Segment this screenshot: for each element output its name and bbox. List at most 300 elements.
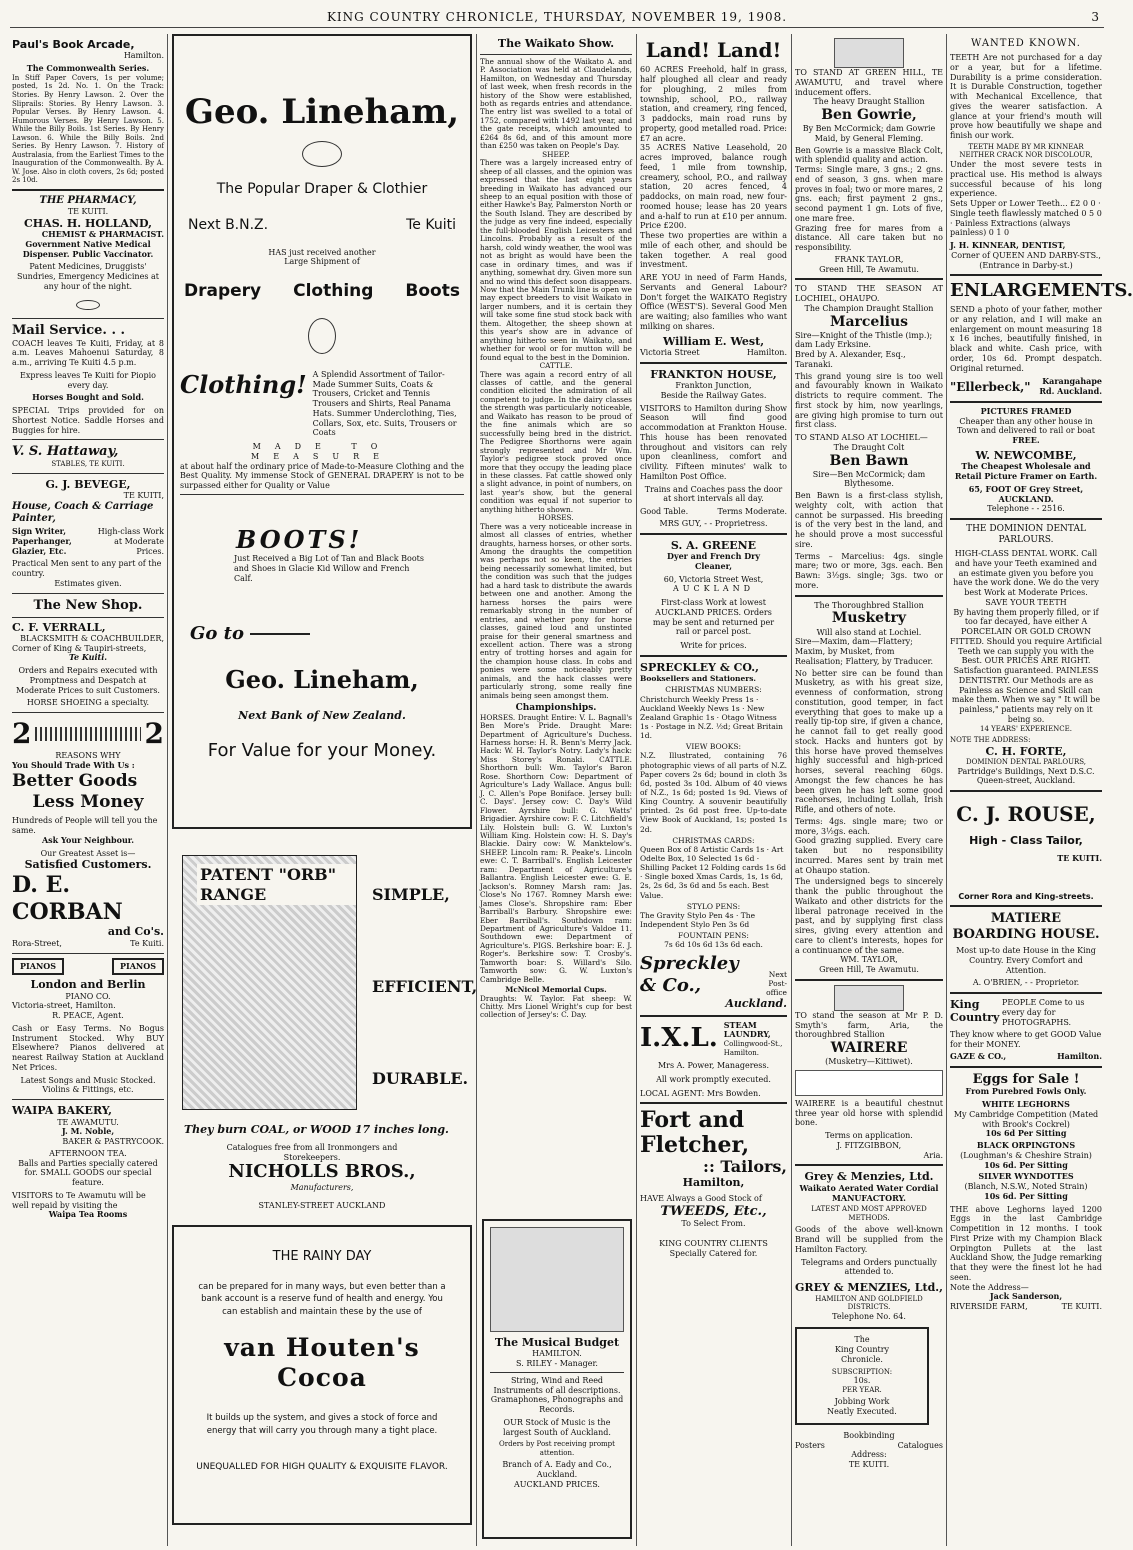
pianos-songs: Latest Songs and Music Stocked. Violins & Fittings, etc.	[20, 1075, 156, 1095]
musketry-terms: Terms: 4gs. single mare; two or more, 3½gs. each.	[795, 816, 943, 836]
dental-ad	[950, 524, 1102, 786]
kc-name2: Chronicle.	[841, 1354, 883, 1364]
pharmacy-line: Government Native Medical Dispenser. Public Vaccinator.	[22, 238, 154, 259]
lineham-w3: Boots	[405, 281, 460, 302]
dental-save: SAVE YOUR TEETH	[985, 597, 1067, 607]
corban-street: Rora-Street,	[12, 938, 62, 948]
corban-you: You Should Trade With Us :	[12, 760, 135, 771]
frankton-ad	[640, 368, 787, 529]
greene-write: Write for prices.	[680, 641, 747, 651]
land-addr: Victoria Street	[640, 348, 700, 358]
corban-town: Te Kuiti.	[130, 938, 164, 948]
ixl-mgr: Mrs A. Power, Manageress.	[657, 1061, 770, 1071]
corban-hundreds: Hundreds of People will tell you the same.	[12, 816, 158, 836]
lineham-made-body: at about half the ordinary price of Made-to-Measure Clothing and the Best Quality. My immense Stock of GENERAL DRAPERY is not to be surpassed either for Quality or Value	[180, 461, 464, 491]
pictures-body: Cheaper than any other house in Town and delivered to rail or boat	[956, 416, 1096, 436]
corban-reasons: REASONS WHY	[55, 751, 121, 761]
wairere-intro: TO stand the season at Mr P. D. Smyth's farm, Aria, the thoroughbred Stallion	[795, 1010, 943, 1040]
greene-town: AUCKLAND	[672, 584, 755, 594]
column-6	[950, 34, 1133, 1546]
kc-the: The	[854, 1335, 870, 1345]
orb-ad	[172, 845, 478, 1197]
rouse-name: C. J. ROUSE,	[956, 802, 1096, 827]
land-town: Hamilton.	[746, 348, 787, 358]
column-3	[480, 34, 632, 1546]
ixl-ad	[640, 1021, 787, 1099]
pianos-agent: R. PEACE, Agent.	[52, 1011, 124, 1021]
frankton-prop: MRS GUY, - - Proprietress.	[659, 518, 768, 528]
grey-name2: GREY & MENZIES, Ltd.,	[795, 1281, 943, 1295]
kc-price: 10s.	[853, 1376, 871, 1386]
gowrie-name: Ben Gowrie,	[821, 107, 917, 123]
spreck-role: Booksellers and Stationers.	[640, 674, 757, 684]
gaze-name: GAZE & CO.,	[950, 1050, 1007, 1061]
eggs-b2: (Loughman's & Cheshire Strain)	[960, 1150, 1092, 1160]
teeth-body: TEETH Are not purchased for a day or a year, but for a lifetime. Durability is a prime consideration. It is Durable Construction, together with Mechanical Excellence, that gives the wearer satisfaction. A glance at your friend's mouth will prove how beautifully we shape and finish our work.	[950, 53, 1102, 141]
rouse-place: TE KUITI.	[1057, 852, 1102, 863]
lineham-made: MADE TO MEASURE	[251, 442, 393, 461]
column-4	[640, 34, 787, 1546]
land-p4: ARE YOU in need of Farm Hands, Servants and General Labour? Don't forget the WAIKATO Registry Office (WEST'S). Several Good Men are waiting; also families who want milking on shares.	[640, 273, 787, 331]
gowrie-addr: Green Hill, Te Awamutu.	[819, 264, 919, 274]
pictures-phone: Telephone - - 2516.	[987, 504, 1065, 514]
eggs-title: Eggs for Sale !	[972, 1071, 1080, 1087]
lineham-place: Te Kuiti	[406, 216, 456, 233]
horse-image	[834, 38, 904, 68]
pianos-co: PIANO CO.	[65, 991, 111, 1001]
orb-durable: DURABLE.	[372, 1069, 469, 1088]
lineham-value: For Value for your Money.	[207, 740, 437, 761]
spreck-stylo: STYLO PENS:	[686, 901, 741, 911]
enlarge-title: ENLARGEMENTS.	[950, 280, 1133, 302]
hattaway-sub: STABLES, TE KUITI.	[51, 460, 125, 469]
enlarge-addr: Karangahape Rd. Auckland.	[1039, 376, 1102, 397]
mail-ad	[12, 323, 164, 436]
land-p3: These two properties are within a mile of each other, and should be taken together. A real good investment.	[640, 231, 787, 270]
paul-place: Hamilton.	[123, 51, 164, 61]
grey-place: HAMILTON AND GOLDFIELD DISTRICTS.	[815, 1294, 923, 1312]
greene-ad	[640, 539, 787, 651]
eggs-w3: 10s 6d Per Sitting	[985, 1128, 1067, 1139]
big-number: 2	[144, 717, 164, 751]
ixl-role: STEAM LAUNDRY,	[723, 1019, 771, 1040]
pictures-name: W. NEWCOMBE,	[975, 448, 1077, 462]
eggs-farm: RIVERSIDE FARM,	[950, 1302, 1028, 1312]
pianos-tag: PIANOS	[12, 958, 64, 976]
pharmacy-role: CHEMIST & PHARMACIST.	[41, 229, 164, 240]
fort-body: HAVE Always a Good Stock of	[640, 1193, 762, 1203]
frankton-sub2: Beside the Railway Gates.	[660, 390, 767, 400]
gowrie-sire: By Ben McCormick; dam Gowrie Maid, by General Fleming.	[802, 124, 936, 143]
gaze-king: King Country	[950, 998, 1000, 1025]
bevege-note: Practical Men sent to any part of the country.	[12, 559, 162, 579]
teeth-addr: Corner of QUEEN AND DARBY-STS.,	[951, 250, 1101, 260]
wairere-terms: Terms on application.	[825, 1131, 913, 1141]
show-sheep: SHEEP.	[542, 149, 570, 159]
lineham-w1: Drapery	[184, 281, 262, 302]
spreckley-ad	[640, 661, 787, 1011]
mail-title: Mail Service. . .	[12, 322, 126, 338]
column-rule	[476, 34, 477, 1546]
waipa-role: BAKER & PASTRYCOOK.	[62, 1137, 164, 1147]
budget-mgr: S. RILEY - Manager.	[516, 1359, 598, 1369]
lineham-w2: Clothing	[293, 281, 374, 302]
land-name: William E. West,	[662, 334, 765, 348]
matiere-ad	[950, 911, 1102, 988]
musketry-grazing: Good grazing supplied. Every care taken but no responsibility incurred. Mares sent by train met at Ohaupo station.	[795, 836, 943, 875]
matiere-title: MATIERE	[990, 911, 1062, 927]
budget-body: String, Wind and Reed Instruments of all descriptions. Gramaphones, Phonographs and Records.	[490, 1375, 624, 1415]
grey-phone: Telephone No. 64.	[832, 1311, 906, 1321]
eggs-b3: 10s 6d. Per Sitting	[984, 1159, 1068, 1170]
musketry-body: No better sire can be found than Musketry, as with his great size, evenness of conformation, strong constitution, good temper, in fact everything that goes to make up a really tip-top sire, if given a chance, he cannot fail to get really good stock. Hacks and hunters got by this horse have proved themselves highly successful and high-priced horses, several reaching 60gs. Amongst the few chances he has been given he has left some good racehorses, including Lollah, Irish Rifle, and others of note.	[795, 668, 943, 815]
musketry-name: Musketry	[831, 610, 907, 627]
eggs-town: TE KUITI.	[1061, 1302, 1102, 1312]
verrall-body: Orders and Repairs executed with Promptness and Despatch at Moderate Prices to suit Customers.	[16, 666, 160, 695]
bevege-name: G. J. BEVEGE,	[45, 477, 131, 491]
marcelius-colt: The Draught Colt	[833, 442, 905, 452]
show-champ: Championships.	[515, 703, 597, 714]
column-rule	[946, 34, 947, 1546]
gowrie-owner: FRANK TAYLOR,	[834, 254, 904, 264]
gowrie-heavy: The heavy Draught Stallion	[813, 97, 925, 107]
pictures-addr: 65, FOOT OF Grey Street, AUCKLAND.	[968, 483, 1084, 504]
waipa-body: Balls and Parties specially catered for. SMALL GOODS our special feature.	[18, 1158, 158, 1188]
eggs-w: WHITE LEGHORNS	[982, 1099, 1070, 1110]
wairere-name: WAIRERE	[830, 1040, 908, 1057]
corban-co: and Co's.	[107, 925, 164, 939]
orb-role: Manufacturers,	[290, 1183, 354, 1192]
dental-body2: By having them properly filled, or if too far decayed, have either A PORCELAIN OR GOLD CROWN FITTED. Should you require Artificial Teeth we can supply you with the Best. OUR PRICES ARE RIGHT. Satisfaction guaranteed. PAINLESS DENTISTRY. Our Methods are as Painless as Science and Skill can make them. When we say " It will be painless," patients may rely on it being so.	[950, 607, 1103, 724]
marcelius-bred: Bred by A. Alexander, Esq., Taranaki.	[795, 350, 906, 369]
show-cup-body: Draughts: W. Taylor. Fat sheep: W. Chitty. Mrs Lionel Wright's cup for best collection of Jersey's: C. Day.	[480, 993, 632, 1020]
show-article	[480, 38, 632, 1020]
gaze-body: PEOPLE Come to us every day for PHOTOGRAPHS.	[1002, 998, 1085, 1027]
paul-title: Paul's Book Arcade,	[12, 38, 135, 51]
verrall-title: The New Shop.	[33, 597, 143, 613]
waipa-tea: AFTERNOON TEA.	[49, 1148, 127, 1158]
corban-name: D. E. CORBAN	[12, 871, 123, 925]
kc-per: PER YEAR.	[842, 1385, 882, 1394]
rouse-corner: Corner Rora and King-streets.	[958, 891, 1094, 901]
page-number: 3	[1091, 9, 1100, 24]
kc-sub: SUBSCRIPTION:	[831, 1367, 893, 1376]
waipa-name: J. M. Noble,	[61, 1126, 115, 1137]
pianos-name: London and Berlin	[30, 978, 146, 992]
frankton-terms: Terms Moderate.	[717, 507, 787, 517]
teeth-body2: Under the most severe tests in practical use. His method is always successful because of his long experience.	[950, 160, 1102, 199]
fort-clients: KING COUNTRY CLIENTS	[659, 1239, 768, 1249]
gowrie-intro: TO STAND AT GREEN HILL, TE AWAMUTU, and travel where inducement offers.	[795, 68, 943, 97]
verrall-name: C. F. VERRALL,	[12, 620, 106, 634]
wairere-place: Aria.	[923, 1150, 943, 1160]
column-2	[172, 34, 478, 1546]
frankton-trains: Trains and Coaches pass the door at short intervals all day.	[644, 484, 783, 504]
waipa-place: TE AWAMUTU.	[57, 1117, 119, 1127]
paul-body: In Stiff Paper Covers, 1s per volume; posted, 1s 2d. No. 1. On the Track: Stories. By Henry Lawson. 2. Over the Sliprails: Stories. By Henry Lawson. 3. Popular Verses. By Henry Lawson. 4. Humorous Verses. By Henry Lawson. 5. While the Billy Boils. 1st Series. By Henry Lawson. 6. While the Billy Boils. 2nd Series. By Henry Lawson. 7. History of Australasia, from the Earliest Times to the Inauguration of the Commonwealth. By A. W. Jose. Also in cloth covers, 2s 6d; posted 2s 10d.	[12, 73, 164, 185]
kc-posters: Posters	[795, 1440, 825, 1450]
marcelius-terms: Terms – Marcelius: 4gs. single mare; two or more, 3gs. each. Ben Bawn: 3½gs. single; 3gs. two or more.	[795, 551, 943, 590]
lineham-boots-body: Just Received a Big Lot of Tan and Black Boots and Shoes in Glacie Kid Willow and French Calf.	[234, 554, 424, 583]
musketry-thanks: The undersigned begs to sincerely thank the public throughout the Waikato and other districts for the liberal patronage received in the past, and by supplying first class sires, giving every attention and care to client's interests, hopes for a continuance of the same.	[795, 877, 943, 955]
big-number: 2	[12, 717, 32, 751]
orb-efficient: EFFICIENT,	[372, 977, 478, 996]
marcelius-name: Marcelius	[829, 313, 909, 330]
corban-satisfied: Satisfied Customers.	[24, 858, 152, 872]
wairere-sire: (Musketry—Kittiwet).	[825, 1057, 913, 1067]
kc-book: Bookbinding	[843, 1430, 895, 1440]
lineham-goto: Go to	[190, 623, 244, 645]
lineham-next: Next B.N.Z.	[188, 216, 269, 233]
mail-body: COACH leaves Te Kuiti, Friday, at 8 a.m. Leaves Mahoenui Saturday, 8 a.m., arriving Te Kuiti 4.5 p.m.	[12, 338, 164, 368]
musketry-role: The Thoroughbred Stallion	[814, 600, 924, 610]
show-p1: The annual show of the Waikato A. and P. Association was held at Claudelands, Hamilton, on Wednesday and Thursday of last week, when fresh records in the history of the Show were established, both as regards entries and attendance. The entry list was swelled to a total of 1752, compared with 1492 last year, and the gate receipts, which amounted to £264 8s 6d, and of this amount more than £250 was taken on People's Day.	[480, 56, 632, 151]
bevege-est: Estimates given.	[54, 578, 122, 588]
stove-image	[182, 855, 357, 1110]
lineham-name2: Geo. Lineham,	[225, 665, 419, 695]
lineham-name: Geo. Lineham,	[184, 92, 460, 132]
ornament-icon	[308, 318, 336, 354]
lineham-has: HAS just received another Large Shipment of	[268, 247, 376, 267]
grey-tele: Telegrams and Orders punctually attended to.	[801, 1257, 937, 1277]
matiere-owner: A. O'BRIEN, - - Proprietor.	[972, 978, 1080, 988]
ixl-agent: LOCAL AGENT: Mrs Bowden.	[640, 1088, 761, 1098]
musketry-sire: Sire—Maxim, dam—Flattery; Maxim, by Musket, from Realisation; Flattery, by Traducer.	[795, 637, 933, 666]
orb-simple: SIMPLE,	[372, 885, 450, 904]
dental-name: C. H. FORTE,	[985, 744, 1067, 758]
cocoa-footer: UNEQUALLED FOR HIGH QUALITY & EXQUISITE FLAVOR.	[196, 1462, 448, 1473]
spreck-script: Spreckley & Co.,	[640, 953, 739, 997]
kc-town: TE KUITI.	[848, 1460, 890, 1470]
paul-ad	[12, 38, 164, 185]
frankton-table: Good Table.	[640, 507, 689, 517]
pictures-free: FREE.	[1012, 435, 1040, 446]
ixl-name: I.X.L.	[640, 1023, 718, 1054]
ornament	[35, 727, 140, 741]
wairere-owner: J. FITZGIBBON,	[836, 1140, 902, 1150]
spreck-fountain: FOUNTAIN PENS:	[678, 931, 749, 941]
pharmacy-ad	[12, 195, 164, 310]
verrall-addr: Corner of King & Taupiri-streets,	[12, 643, 147, 653]
chronicle-ad	[795, 1327, 929, 1425]
benbawn-name: Ben Bawn	[829, 452, 909, 469]
pianos-tag: PIANOS	[112, 958, 164, 976]
pianos-body: Cash or Easy Terms. No Bogus Instrument Stocked. Why BUY Elsewhere? Pianos delivered at nearest Railway Station at Auckland Net Prices.	[12, 1023, 164, 1072]
marcelius-ad	[795, 284, 943, 590]
marcelius-body: This grand young sire is too well and favourably known in Waikato districts to require comment. The first stock by him, now yearlings, are giving high promise to turn out first class.	[795, 371, 943, 430]
verrall-ad	[12, 598, 164, 709]
orb-name: NICHOLLS BROS.,	[228, 1161, 416, 1182]
verrall-place: Te Kuiti.	[68, 652, 108, 663]
spreck-cards-body: Queen Box of 8 Artistic Cards 1s · Art Odelte Box, 10 Selected 1s 6d · Shilling Packet 12 Folding cards 1s 6d · Single boxed Xmas Cards, 1s, 1s 6d, 2s, 2s 6d, 3s 6d and 5s each. Best Value.	[640, 844, 787, 900]
corban-better: Better Goods	[12, 770, 138, 791]
musketry-ad	[795, 601, 943, 975]
greene-name: S. A. GREENE	[670, 538, 757, 552]
kc-cat: Catalogues	[897, 1440, 943, 1450]
lineham-cl-body: A Splendid Assortment of Tailor-Made Summer Suits, Coats & Trousers, Cricket and Tennis Trousers and Shirts, Real Panama Hats. Summer Underclothing, Ties, Collars, Sox, etc. Suits, Trousers or Coats	[312, 369, 457, 438]
gaze-they: They know where to get GOOD Value for their MONEY.	[950, 1030, 1102, 1050]
pharmacy-name: CHAS. H. HOLLAND,	[24, 216, 152, 230]
greene-addr: 60, Victoria Street West,	[663, 574, 764, 584]
bevege-place: TE KUITI,	[123, 491, 164, 501]
spreck-town: Auckland.	[725, 997, 787, 1011]
rouse-ad	[950, 802, 1102, 901]
greene-role: Dyer and French Dry Cleaner,	[667, 551, 760, 571]
gowrie-terms: Terms: Single mare, 3 gns.; 2 gns. end of season, 3 gns. when mare proves in foal; two or more mares, 2 gns. each; first payment 2 gns., second payment 1 gn. Lots of five, one mare free.	[795, 165, 943, 223]
dental-body: HIGH-CLASS DENTAL WORK. Call and have your Teeth examined and an estimate given you before you have the work done. We do the very best Work at Moderate Prices.	[953, 549, 1099, 598]
spreck-name: SPRECKLEY & CO.,	[640, 660, 759, 674]
spreck-fountain-body: 7s 6d 10s 6d 13s 6d each.	[664, 940, 763, 950]
show-cattle: CATTLE.	[539, 361, 573, 371]
teeth-ent: (Entrance in Darby-st.)	[979, 260, 1073, 270]
musketry-owner: WM. TAYLOR,	[840, 955, 898, 965]
lineham-next2: Next Bank of New Zealand.	[238, 708, 406, 722]
verrall-shoe: HORSE SHOEING a specialty.	[26, 698, 150, 708]
budget-branch: Branch of A. Eady and Co., Auckland.	[502, 1460, 612, 1480]
arrow-icon	[250, 633, 310, 635]
musketry-stand: Will also stand at Lochiel.	[816, 627, 922, 637]
teeth-made: TEETH MADE BY MR KINNEAR NEITHER CRACK NOR DISCOLOUR,	[959, 142, 1093, 160]
lineham-ad	[172, 34, 472, 829]
grey-ad	[795, 1170, 943, 1321]
fort-ad	[640, 1108, 787, 1258]
lineham-clothing: Clothing!	[180, 369, 307, 399]
dental-addr: Partridge's Buildings, Next D.S.C. Queen-street, Auckland.	[957, 766, 1095, 786]
gowrie-body: Ben Gowrie is a massive Black Colt, with splendid quality and action.	[795, 145, 943, 165]
eggs-note: Note the Address—	[950, 1282, 1029, 1292]
wairere-ad	[795, 985, 943, 1161]
matiere-body: Most up-to date House in the King Country. Every Comfort and Attention.	[956, 946, 1096, 975]
frankton-title: FRANKTON HOUSE,	[650, 367, 777, 381]
marcelius-sire: Sire—Knight of the Thistle (imp.); dam Lady Erksine.	[795, 330, 933, 350]
cocoa-brand: van Houten's Cocoa	[224, 1332, 420, 1393]
pictures-ad	[950, 407, 1102, 514]
bevege-list2: High-class Work at Moderate Prices.	[97, 527, 164, 556]
enlarge-ad	[950, 280, 1133, 397]
grey-body: Goods of the above well-known Brand will be supplied from the Hamilton Factory.	[795, 1225, 943, 1254]
budget-place: HAMILTON.	[532, 1349, 582, 1359]
orb-cat: Catalogues free from all Ironmongers and Storekeepers.	[226, 1143, 398, 1162]
corban-less: Less Money	[32, 791, 144, 812]
dental-firm: DOMINION DENTAL PARLOURS,	[965, 758, 1087, 767]
ixl-body: All work promptly executed.	[656, 1074, 771, 1084]
cocoa-body2: It builds up the system, and gives a stock of force and energy that will carry you through many a tight place.	[206, 1412, 438, 1436]
column-1	[12, 34, 164, 1546]
fort-name: Fort and Fletcher,	[640, 1107, 750, 1158]
budget-prices: AUCKLAND PRICES.	[514, 1479, 600, 1489]
corban-asset: Our Greatest Asset is—	[40, 848, 136, 858]
show-cup: McNicol Memorial Cups.	[505, 985, 607, 995]
eggs-name: Jack Sanderson,	[989, 1291, 1063, 1302]
waipa-rooms: Waipa Tea Rooms	[48, 1209, 128, 1220]
fort-select: To Select From.	[681, 1219, 746, 1229]
show-champ-body: HORSES. Draught Entire: V. L. Bagnall's Ben More's Pride. Draught Mare: Department of Agriculture's Duchess. Harness horse: H. R. Benn's Merry Jack. Hack: W. H. Taylor's Notry. Lady's hack: Miss Storey's Ronaki. CATTLE. Shorthorn bull: Wm. Taylor's Baron Rose. Shorthorn Cow: Department of Agriculture's Lady Wallace. Angus bull: J. C. Allen's Pope Boniface. Jersey bull: C. Days'. Jersey cow: C. Day's Wild Flower. Ayrshire bull: G. Watts' Brigadier. Ayrshire cow: F. C. Litchfield's Lily. Holstein bull: G. W. Luxton's William King. Holstein cow: H. S. Day's Blackie. Dairy cow: W. Manktelow's. SHEEP. Lincoln ram: R. Peake's. Lincoln ewe: C. T. Barriball's. English Leicester ram: Department of Agriculture's Ballantra. English Leicester ewe: G. E. Jackson's. Romney Marsh ram: Jas. Close's No 1767. Romney Marsh ewe: James Close's. Shropshire ram: Eber Barriball's Barbury. Shropshire ewe: Eber Barriball's. Southdown ram: Department of Agriculture's Valdoe 11. Southdown ewe: Department of Agriculture's. PIGS. Berkshire boar: E. J. Roger's. Berkshire sow: T. Crosby's. Tamworth boar: S. Willard's Silo. Tamworth sow: G. W. Luxton's Cambridge Belle.	[480, 712, 632, 984]
spreck-views-body: N.Z. Illustrated, containing 76 photographic views of all parts of N.Z. Paper covers 2s 6d; bound in cloth 3s 6d, posted 3s 10d. Album of 40 views of N.Z., 1s 6d; posted 1s 9d. Views of King Country. A souvenir beautifully printed. 2s 6d post free. Up-to-date View Book of Auckland, 1s; posted 1s 2d.	[640, 751, 787, 834]
eggs-s: SILVER WYNDOTTES	[978, 1171, 1074, 1182]
musketry-addr: Green Hill, Te Awamutu.	[819, 965, 919, 975]
bevege-list: Sign Writer, Paperhanger, Glazier, Etc.	[12, 526, 72, 556]
paul-series: The Commonwealth Series.	[26, 63, 150, 74]
kc-neat: Neatly Executed.	[827, 1407, 897, 1417]
eggs-b: BLACK ORPINGTONS	[976, 1140, 1076, 1151]
cocoa-ad	[172, 1225, 472, 1525]
mail-express: Express leaves Te Kuiti for Piopio every day.	[20, 370, 156, 390]
matiere-sub: BOARDING HOUSE.	[952, 927, 1100, 943]
column-rule	[791, 34, 792, 1546]
horse-image	[834, 985, 904, 1011]
kc-addr: Address:	[851, 1450, 887, 1460]
grey-methods: LATEST AND MOST APPROVED METHODS.	[811, 1205, 927, 1222]
show-p2: There was a largely increased entry of sheep of all classes, and the opinion was expressed that the last eight years breeding in Waikato has advanced our sheep to an equal position with those of either Hawke's Bay, Palmerston North or the South Island. They are described by the judge as very fine indeed, especially the full-blooded English Leicesters and Lincolns. Probably as a result of the harsh, cold windy weather, the wool was not as bright as would have been the case in ordinary times, and was if anything, somewhat dry. Given more sun and no wind this defect soon disappears. Now that the Main Trunk line is open we may expect breeders to visit Waikato in larger numbers, and it is certain they will take some fine stud stock back with them. Altogether, the sheep shown at this year's show are in advance of anything hitherto seen in Waikato, and whether for wool or for mutton will be found equal to the best in the Dominion.	[480, 158, 632, 362]
eggs-body: THE above Leghorns layed 1200 Eggs in the last Cambridge Competition in 12 months. I took First Prize with my Champion Black Orpington Pullets at the last Auckland Show, the Judge remarking that they were the finest lot he had seen.	[950, 1204, 1102, 1282]
teeth-sets: Sets Upper or Lower Teeth... £2 0 0 · Single teeth flawlessly matched 0 5 0 · Painless Extractions (always painless) 0 1 0	[950, 199, 1102, 238]
rouse-role: High - Class Tailor,	[969, 834, 1083, 848]
mail-horses: Horses Bought and Sold.	[32, 392, 144, 403]
spreck-xmas: CHRISTMAS NUMBERS:	[665, 685, 762, 695]
column-rule	[636, 34, 637, 1546]
teeth-name: J. H. KINNEAR, DENTIST,	[950, 240, 1066, 250]
instruments-image	[490, 1227, 624, 1332]
gowrie-ad	[795, 38, 943, 274]
gaze-town: Hamilton.	[1057, 1050, 1102, 1061]
corban-ask: Ask Your Neighbour.	[41, 834, 135, 845]
lineham-boots: BOOTS!	[236, 524, 363, 554]
orb-burn: They burn COAL, or WOOD 17 inches long.	[184, 1123, 449, 1136]
fort-special: Specially Catered for.	[669, 1248, 758, 1258]
marcelius-role: The Champion Draught Stallion	[804, 303, 934, 313]
enlarge-name: "Ellerbeck,"	[950, 379, 1031, 394]
budget-stock: OUR Stock of Music is the largest South of Auckland.	[503, 1417, 611, 1437]
budget-ad	[482, 1219, 632, 1539]
cocoa-title: THE RAINY DAY	[272, 1248, 372, 1264]
teeth-ad	[950, 38, 1102, 270]
masthead-title: KING COUNTRY CHRONICLE, THURSDAY, NOVEMBER 19, 1908.	[326, 9, 788, 24]
crest-icon	[76, 300, 100, 310]
marcelius-also: TO STAND ALSO AT LOCHIEL—	[795, 433, 928, 443]
fort-role: :: Tailors,	[703, 1156, 787, 1176]
show-p4: There was a very noticeable increase in almost all classes of entries, whether draughts, harness horses, or other sorts. Among the draughts the competition was perhaps not so keen, the entries being necessarily somewhat limited, but the condition was such that the judges had a hard task to distribute the awards between one and another. Among the harness horses the pairs were remarkably strong in the number of entries, and whether pony for horse classes, gained loud and unstinted praise for their general smartness and excellent action. There was a strong entry of trotting horses and again for the champion house class. In cobs and ponies were some noticeably pretty animals, and the hack classes were particularly strong, some really fine animals being seen amongst them.	[480, 521, 632, 700]
gowrie-grazing: Grazing free for mares from a distance. All care taken but no responsibility.	[795, 223, 943, 253]
pharmacy-place: TE KUITI.	[67, 207, 109, 216]
fort-town: Hamilton,	[682, 1176, 745, 1190]
show-title: The Waikato Show.	[497, 37, 615, 50]
enlarge-body: SEND a photo of your father, mother or any relation, and I will make an enlargement on mount measuring 18 x 16 inches, beautifully finished, in black and white. Cash price, with order, 10s 6d. Prompt despatch. Original returned.	[950, 305, 1102, 373]
lineham-tag: The Popular Draper & Clothier	[216, 181, 428, 198]
corban-ad	[12, 717, 164, 948]
land-p2: 35 ACRES Native Leasehold, 20 acres improved, balance rough feed, 1 mile from township, creamery, school, P.O., and railway station, 20 acres fenced, 4 paddocks, on main road, new four-roomed house; lease has 20 years and a-half to run at £10 per annum. Price £200.	[640, 143, 787, 231]
land-ad	[640, 38, 787, 358]
dental-exp: 14 YEARS' EXPERIENCE.	[979, 724, 1072, 733]
show-p3: There was again a record entry of all classes of cattle, and the general condition elicited the admiration of all competent to judge. In the dairy classes the strength was particularly noticeable, and Waikato has reason to be proud of the fine animals which are so successfully being bred in the district. The Pedigree Shorthorns were again strongly represented and Mr Wm. Taylor's pedigree stock proved once more that they occupy the leading place in these classes. Fat cattle showed only a slight advance, in point of numbers, on last year's show, but the general condition was equal if not superior to anything hitherto shown.	[480, 369, 632, 514]
orb-addr: STANLEY-STREET AUCKLAND	[258, 1201, 386, 1210]
pedigree-table	[795, 1070, 943, 1096]
eggs-s3: 10s 6d. Per Sitting	[984, 1190, 1068, 1201]
eggs-w2: My Cambridge Competition (Mated with Brook's Cockrel)	[953, 1109, 1099, 1129]
eggs-s2: (Blanch, N.S.W., Noted Strain)	[964, 1182, 1088, 1192]
frankton-body: VISITORS to Hamilton during Show Season will find good accommodation at Frankton House. This house has been renovated throughout and visitors can rely upon cleanliness, comfort and civility. Fifteen minutes' walk to Hamilton Post Office.	[640, 403, 787, 481]
pharmacy-body: Patent Medicines, Druggists' Sundries, Emergency Medicines at any hour of the night.	[17, 262, 159, 291]
budget-orders: Orders by Post receiving prompt attention.	[499, 1440, 615, 1457]
cocoa-body: can be prepared for in many ways, but even better than a bank account is a reserve fund of health and energy. You can establish and maintain these by the use of	[198, 1281, 446, 1318]
pictures-title: PICTURES FRAMED	[980, 405, 1072, 416]
marcelius-intro: TO STAND THE SEASON AT LOCHIEL, OHAUPO.	[795, 284, 943, 304]
teeth-title: WANTED KNOWN.	[971, 38, 1081, 49]
waipa-title: WAIPA BAKERY,	[12, 1104, 113, 1118]
column-5	[795, 34, 943, 1546]
eggs-ad	[950, 1072, 1102, 1312]
frankton-sub: Frankton Junction,	[675, 381, 752, 391]
column-rule	[167, 34, 168, 1546]
